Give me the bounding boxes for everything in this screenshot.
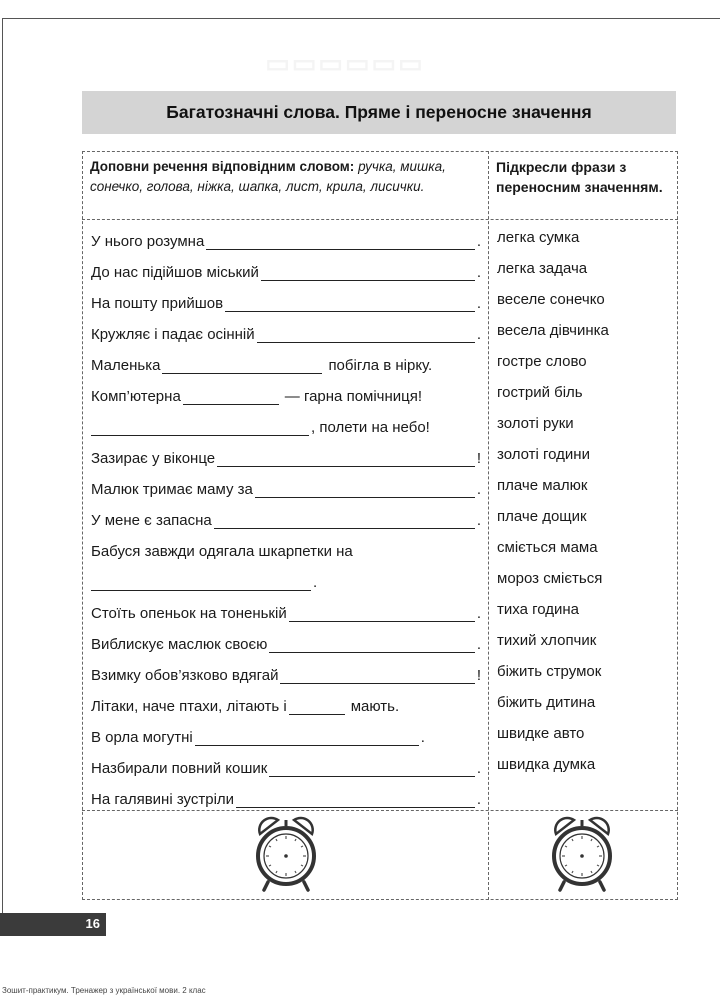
answer-blank[interactable] (183, 387, 279, 405)
sentence-row: В орла могутні . (91, 729, 425, 746)
sentence-row: У мене є запасна . (91, 512, 481, 529)
sentence-row: Бабуся завжди одягала шкарпетки на (91, 543, 353, 560)
sentence-row: Літаки, наче птахи, літають і мають. (91, 698, 400, 715)
phrase-item[interactable]: плаче малюк (497, 477, 588, 494)
sentence-row: На пошту прийшов . (91, 295, 481, 312)
answer-blank[interactable] (162, 356, 322, 374)
answer-blank[interactable] (91, 418, 309, 436)
watermark-decoration: ▭▭▭▭▭▭ (265, 48, 425, 78)
phrase-item[interactable]: легка сумка (497, 229, 580, 246)
phrase-item[interactable]: швидке авто (497, 725, 585, 742)
answer-blank[interactable] (91, 573, 311, 591)
answer-blank[interactable] (261, 263, 475, 281)
header-divider (82, 219, 678, 220)
answer-blank[interactable] (269, 759, 474, 777)
phrase-item[interactable]: тихий хлопчик (497, 632, 597, 649)
sentence-row: Комп’ютерна — гарна помічниця! (91, 388, 423, 405)
answer-blank[interactable] (225, 294, 475, 312)
left-column-instruction: Доповни речення відповідним словом: ручка, мишка, сонечко, голова, ніжка, шапка, лист, крила, лисички. (90, 159, 446, 194)
answer-blank[interactable] (214, 511, 475, 529)
page-number-bar (0, 913, 106, 936)
footer-caption: Зошит-практикум. Тренажер з української мови. 2 клас (2, 986, 206, 995)
alarm-clock-icon (550, 812, 614, 894)
phrase-item[interactable]: біжить струмок (497, 663, 602, 680)
sentence-row: У нього розумна . (91, 233, 481, 250)
phrase-item[interactable]: легка задача (497, 260, 588, 277)
phrase-item[interactable]: швидка думка (497, 756, 596, 773)
sentence-row: Стоїть опеньок на тоненькій . (91, 605, 481, 622)
sentence-row: , полети на небо! (91, 412, 481, 436)
phrase-item[interactable]: тиха година (497, 601, 580, 618)
answer-blank[interactable] (255, 480, 475, 498)
phrase-item[interactable]: плаче дощик (497, 508, 587, 525)
answer-blank[interactable] (257, 325, 475, 343)
page-title: Багатозначні слова. Пряме і переносне значення (82, 91, 676, 134)
phrase-item[interactable]: мороз сміється (497, 570, 603, 587)
right-column-instruction: Підкресли фрази з переносним значенням. (496, 159, 663, 195)
phrase-item[interactable]: веселе сонечко (497, 291, 605, 308)
answer-blank[interactable] (206, 232, 475, 250)
sentence-row: Маленька побігла в нірку. (91, 357, 433, 374)
answer-blank[interactable] (289, 697, 345, 715)
answer-blank[interactable] (289, 604, 475, 622)
answer-blank[interactable] (217, 449, 475, 467)
sentence-row: До нас підійшов міський . (91, 264, 481, 281)
answer-blank[interactable] (269, 635, 474, 653)
sentence-row: Малюк тримає маму за . (91, 481, 481, 498)
phrase-item[interactable]: весела дівчинка (497, 322, 609, 339)
sentence-row: На галявині зустріли . (91, 791, 481, 808)
sentence-row: Кружляє і падає осінній . (91, 326, 481, 343)
sentence-row: Назбирали повний кошик . (91, 760, 481, 777)
answer-blank[interactable] (236, 790, 475, 808)
sentence-row: Виблискує маслюк своєю . (91, 636, 481, 653)
answer-blank[interactable] (195, 728, 419, 746)
answer-blank[interactable] (280, 666, 474, 684)
phrase-item[interactable]: золоті години (497, 446, 590, 463)
phrase-item[interactable]: біжить дитина (497, 694, 596, 711)
phrase-item[interactable]: золоті руки (497, 415, 574, 432)
footer-row-divider (82, 810, 678, 811)
sentence-row: Взимку обов’язково вдягай ! (91, 667, 481, 684)
phrase-item[interactable]: гостре слово (497, 353, 587, 370)
page-number: 16 (85, 916, 100, 931)
phrase-item[interactable]: гострий біль (497, 384, 583, 401)
phrase-item[interactable]: сміється мама (497, 539, 598, 556)
sentence-row: Зазирає у віконце ! (91, 450, 481, 467)
alarm-clock-icon (254, 812, 318, 894)
column-divider (488, 151, 489, 900)
sentence-row-continuation: . (91, 567, 481, 591)
